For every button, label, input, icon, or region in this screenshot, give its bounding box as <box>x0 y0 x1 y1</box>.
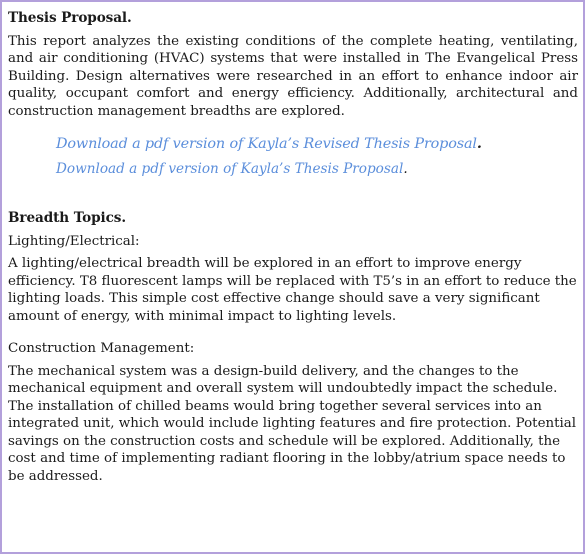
subsection-spacer <box>8 325 578 335</box>
thesis-proposal-body: This report analyzes the existing conditions of the complete heating, ventilating, and air conditioning (HVAC) systems that were installed in The Evangelical Press Building. Design alternatives were researched in an effort to enhance indoor air quality, occupant comfort and energy efficiency. Additionally, architectural and construction management breadths are explored. <box>8 33 578 119</box>
lighting-electrical-title: Lighting/Electrical: <box>8 233 140 249</box>
original-link-period: . <box>403 161 408 177</box>
construction-management-body: The mechanical system was a design-build delivery, and the changes to the mechanical equipment and overall system will undoubtedly impact the schedule. The installation of chilled beams would bring together several services into an integrated unit, which would include lighting features and fire protection. Potential savings on the construction costs and schedule will be explored. Additionally, the cost and time of implementing radiant flooring in the lobby/atrium space needs to be addressed. <box>8 363 577 484</box>
revised-proposal-line <box>56 134 578 154</box>
construction-management-title: Construction Management: <box>8 341 195 356</box>
breadth-topics-heading: Breadth Topics. <box>8 210 126 226</box>
revised-link-period: . <box>476 135 482 152</box>
section-spacer <box>8 178 578 210</box>
thesis-proposal-heading: Thesis Proposal. <box>8 10 132 26</box>
original-proposal-download-link[interactable]: Download a pdf version of Kayla’s Thesis Proposal <box>56 161 404 177</box>
lighting-electrical-body: A lighting/electrical breadth will be explored in an effort to improve energy efficiency. T8 fluorescent lamps will be replaced with T5’s in an effort to reduce the lighting loads. This simple cost effective change should save a very significant amount of energy, with minimal impact to lighting levels. <box>8 256 577 324</box>
download-links <box>56 134 578 178</box>
revised-proposal-download-link[interactable]: Download a pdf version of Kayla’s Revised Thesis Proposal <box>56 136 477 152</box>
original-proposal-line <box>56 160 578 178</box>
